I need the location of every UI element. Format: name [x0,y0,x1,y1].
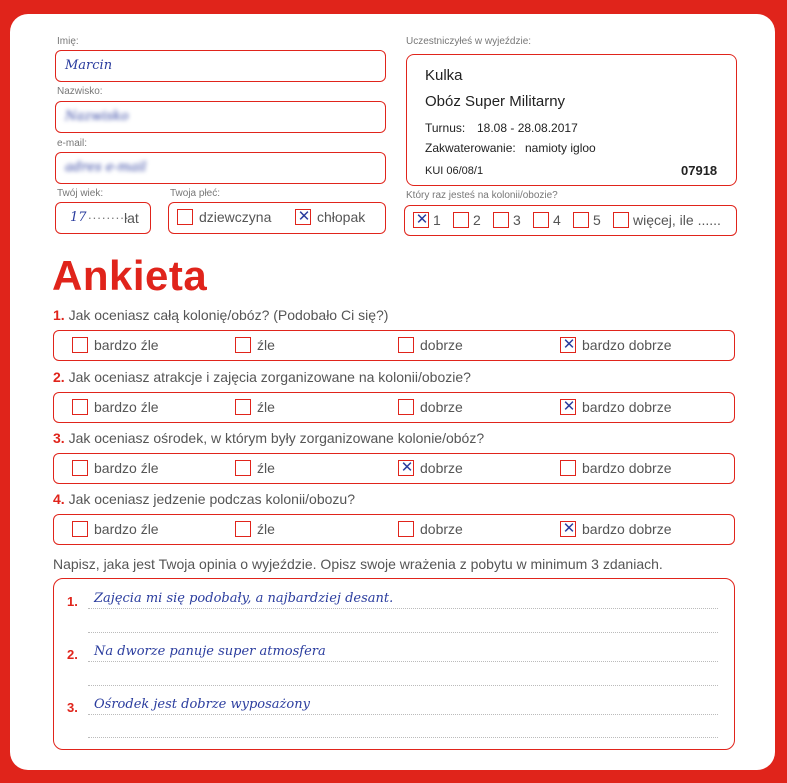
gender-field [168,202,386,234]
times-option-4[interactable]: 4 [533,212,561,228]
trip-label: Uczestniczyłeś w wyjeździe: [406,36,532,47]
q1-option-bardzo-zle[interactable]: bardzo źle [72,337,159,353]
age-label: Twój wiek: [57,188,104,199]
checkbox-checked[interactable] [413,212,429,228]
checkbox-checked[interactable] [560,337,576,353]
writing-line [88,632,718,633]
surname-field[interactable] [55,101,386,133]
answer-row-4 [53,514,735,545]
name-field[interactable] [55,50,386,82]
name-value: Marcin [65,58,113,73]
email-value: adres e-mail [65,160,147,175]
q3-option-bardzo-zle[interactable]: bardzo źle [72,460,159,476]
checkbox-checked[interactable] [295,209,311,225]
gender-label: Twoja płeć: [170,188,221,199]
checkbox-checked[interactable] [560,521,576,537]
times-option-2[interactable]: 2 [453,212,481,228]
checkbox[interactable] [398,399,414,415]
q2-option-zle[interactable]: źle [235,399,275,415]
opinion-line-1: Zajęcia mi się podobały, a najbardziej desant. [94,591,394,606]
checkbox[interactable] [493,212,509,228]
times-option-1[interactable]: ✕ 1 [413,212,441,228]
gender-option-female[interactable]: dziewczyna [177,209,271,225]
checkbox[interactable] [72,399,88,415]
times-option-5[interactable]: 5 [573,212,601,228]
q2-option-dobrze[interactable]: dobrze [398,399,463,415]
checkbox[interactable] [177,209,193,225]
q4-option-dobrze[interactable]: dobrze [398,521,463,537]
opinion-line-3: Ośrodek jest dobrze wyposażony [94,697,310,712]
q1-option-bardzo-dobrze[interactable]: ✕ bardzo dobrze [560,337,672,353]
question-2: 2. Jak oceniasz atrakcje i zajęcia zorganizowane na kolonii/obozie? [53,369,471,385]
q1-option-dobrze[interactable]: dobrze [398,337,463,353]
times-label: Który raz jesteś na kolonii/obozie? [406,190,558,201]
times-option-3[interactable]: 3 [493,212,521,228]
surname-value: Nazwisko [65,109,129,124]
email-label: e-mail: [57,138,88,149]
checkbox[interactable] [398,337,414,353]
trip-number: 07918 [681,163,718,178]
checkbox[interactable] [235,399,251,415]
q2-option-bardzo-zle[interactable]: bardzo źle [72,399,159,415]
writing-line [88,737,718,738]
answer-row-3 [53,453,735,484]
writing-line [88,714,718,715]
q2-option-bardzo-dobrze[interactable]: ✕ bardzo dobrze [560,399,672,415]
turnus-value: 18.08 - 28.08.2017 [477,121,578,135]
trip-info-box [406,54,737,186]
q3-option-zle[interactable]: źle [235,460,275,476]
age-value: 17 [70,210,87,225]
page-title: Ankieta [52,252,208,299]
q3-option-bardzo-dobrze[interactable]: bardzo dobrze [560,460,672,476]
checkbox[interactable] [560,460,576,476]
checkbox-checked[interactable] [398,460,414,476]
checkbox-checked[interactable] [560,399,576,415]
age-field[interactable]: 17 ......... lat [55,202,151,234]
answer-row-1 [53,330,735,361]
q1-option-zle[interactable]: źle [235,337,275,353]
surname-label: Nazwisko: [57,86,103,97]
email-field[interactable] [55,152,386,184]
accommodation-value: namioty igloo [525,141,596,155]
times-option-more[interactable]: więcej, ile ...... [613,212,721,228]
opinion-line-number-1: 1. [67,594,78,609]
checkbox[interactable] [235,460,251,476]
turnus-label: Turnus: [425,121,466,135]
checkbox[interactable] [533,212,549,228]
gender-option-male[interactable]: ✕ chłopak [295,209,365,225]
accommodation-label: Zakwaterowanie: [425,141,516,155]
writing-line [88,685,718,686]
age-unit: lat [124,210,139,226]
times-field [404,205,737,236]
q4-option-zle[interactable]: źle [235,521,275,537]
trip-name: Kulka [425,67,463,84]
q4-option-bardzo-dobrze[interactable]: ✕ bardzo dobrze [560,521,672,537]
trip-code: KUI 06/08/1 [425,165,484,177]
opinion-line-number-2: 2. [67,647,78,662]
opinion-prompt: Napisz, jaka jest Twoja opinia o wyjeździe. Opisz swoje wrażenia z pobytu w minimum 3 zdaniach. [53,556,663,572]
question-4: 4. Jak oceniasz jedzenie podczas kolonii/obozu? [53,491,355,507]
checkbox[interactable] [453,212,469,228]
question-3: 3. Jak oceniasz ośrodek, w którym były zorganizowane kolonie/obóz? [53,430,485,446]
trip-camp: Obóz Super Militarny [425,93,566,110]
checkbox[interactable] [235,337,251,353]
checkbox[interactable] [613,212,629,228]
checkbox[interactable] [72,460,88,476]
q3-option-dobrze[interactable]: ✕ dobrze [398,460,463,476]
opinion-line-number-3: 3. [67,700,78,715]
question-1: 1. Jak oceniasz całą kolonię/obóz? (Podobało Ci się?) [53,307,389,323]
opinion-line-2: Na dworze panuje super atmosfera [94,644,326,659]
answer-row-2 [53,392,735,423]
checkbox[interactable] [398,521,414,537]
checkbox[interactable] [72,337,88,353]
checkbox[interactable] [235,521,251,537]
checkbox[interactable] [72,521,88,537]
name-label: Imię: [57,36,79,47]
q4-option-bardzo-zle[interactable]: bardzo źle [72,521,159,537]
writing-line [88,661,718,662]
writing-line [88,608,718,609]
checkbox[interactable] [573,212,589,228]
